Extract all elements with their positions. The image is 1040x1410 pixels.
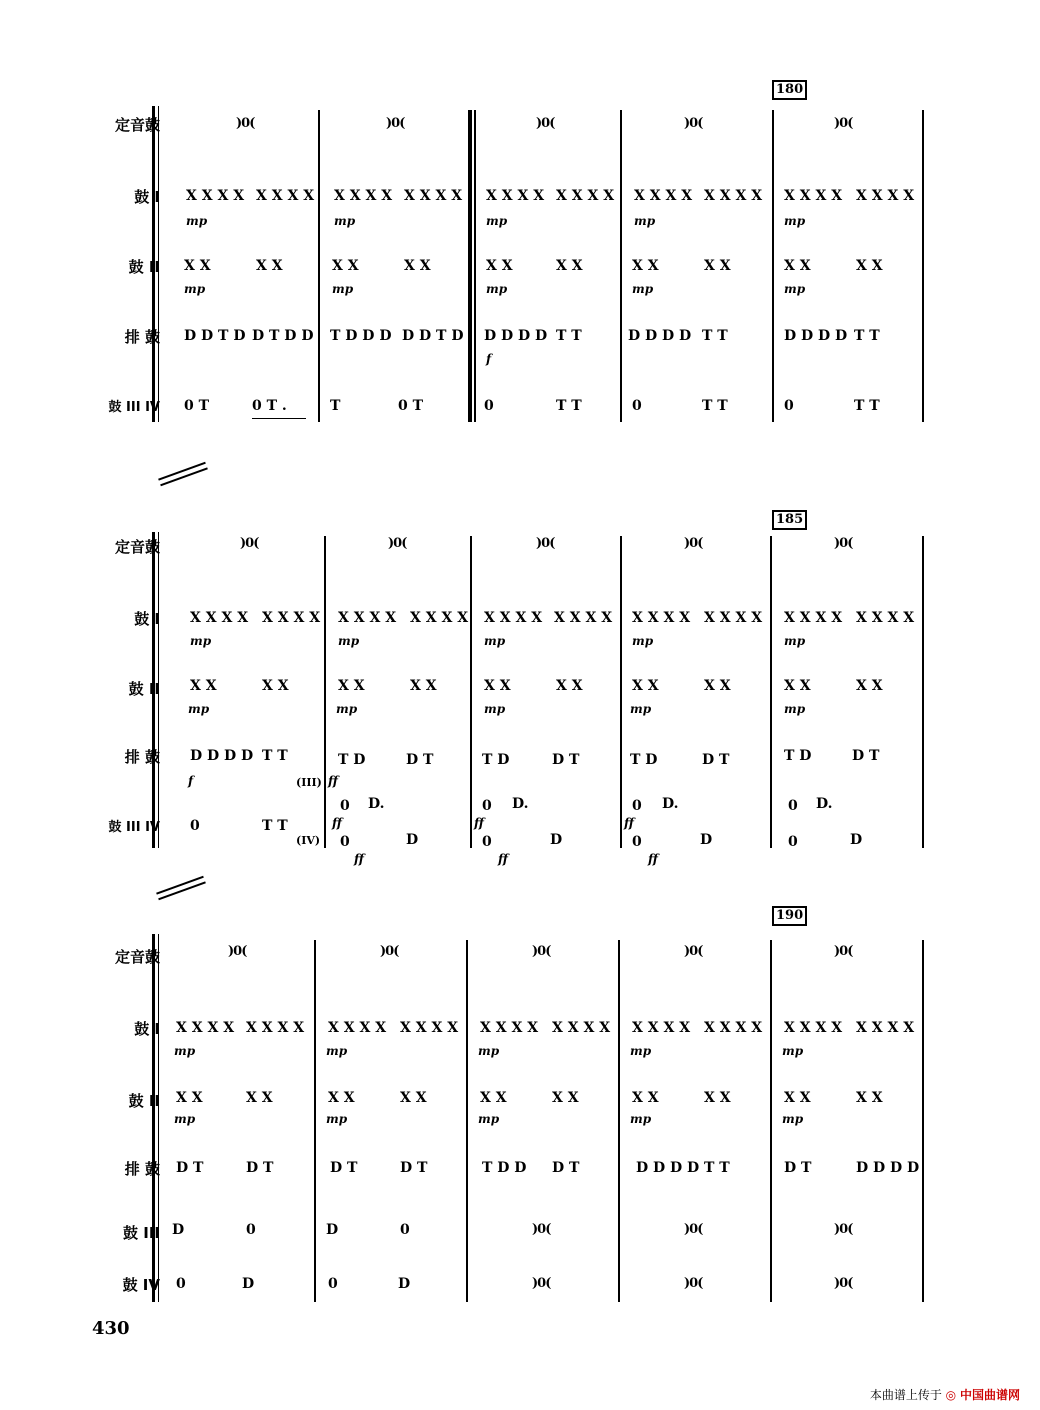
system-line xyxy=(158,934,159,1302)
drum1-notes: X X X X xyxy=(704,188,763,204)
timpani-rest: )0( xyxy=(684,944,703,959)
barline-end xyxy=(922,536,924,848)
drum34-notes: T T xyxy=(702,398,728,414)
part-label-3: (III) xyxy=(296,776,322,789)
timpani-rest: )0( xyxy=(240,536,259,551)
paigu-notes: D D D D xyxy=(190,748,254,764)
rehearsal-mark-190: 190 xyxy=(772,906,807,926)
drum2-notes: X X xyxy=(480,1090,507,1106)
dynamic-mp: mp xyxy=(188,702,210,716)
drum4-rest: )0( xyxy=(834,1276,853,1291)
paigu-notes: D T xyxy=(784,1160,812,1176)
footer xyxy=(870,1386,1020,1403)
paigu-notes: D T xyxy=(852,748,880,764)
paigu-notes: T D xyxy=(482,752,510,768)
drum2-notes: X X xyxy=(856,678,883,694)
dynamic-ff: ff xyxy=(624,816,634,830)
drum2-notes: X X xyxy=(184,258,211,274)
drum2-notes: X X xyxy=(856,258,883,274)
paigu-notes: T D D xyxy=(482,1160,527,1176)
paigu-notes: T T xyxy=(704,1160,730,1176)
drum1-notes: X X X X xyxy=(634,188,693,204)
paigu-notes: D T D D xyxy=(252,328,314,344)
barline xyxy=(470,536,472,848)
dynamic-mp: mp xyxy=(326,1044,348,1058)
drum4-notes: D xyxy=(398,1276,411,1292)
drum3-notes: D xyxy=(172,1222,185,1238)
drum2-notes: X X xyxy=(556,678,583,694)
drum1-notes: X X X X xyxy=(784,188,843,204)
drum2-notes: X X xyxy=(328,1090,355,1106)
dynamic-mp: mp xyxy=(338,634,360,648)
barline xyxy=(466,940,468,1302)
drum2-notes: X X xyxy=(552,1090,579,1106)
drum2-notes: X X xyxy=(400,1090,427,1106)
drum1-notes: X X X X xyxy=(190,610,249,626)
drum34-top-notes: D. xyxy=(816,796,833,812)
drum2-notes: X X xyxy=(784,1090,811,1106)
barline-end xyxy=(922,940,924,1302)
timpani-rest: )0( xyxy=(536,116,555,131)
dynamic-ff: ff xyxy=(328,774,338,788)
barline xyxy=(618,940,620,1302)
drum2-notes: X X xyxy=(332,258,359,274)
dynamic-f: f xyxy=(486,352,492,366)
label-drum-1: 鼓 I xyxy=(134,188,160,206)
rehearsal-mark-185: 185 xyxy=(772,510,807,530)
drum1-notes: X X X X xyxy=(410,610,469,626)
drum1-notes: X X X X xyxy=(704,610,763,626)
label-drum-2: 鼓 II xyxy=(128,258,160,276)
dynamic-ff: ff xyxy=(474,816,484,830)
drum1-notes: X X X X xyxy=(400,1020,459,1036)
drum3-notes: 0 xyxy=(246,1222,256,1238)
drum1-notes: X X X X xyxy=(784,1020,843,1036)
rehearsal-mark-180: 180 xyxy=(772,80,807,100)
label-drum-3-4: 鼓 III IV xyxy=(108,820,160,835)
paigu-notes: D D T D xyxy=(402,328,464,344)
paigu-notes: D T xyxy=(246,1160,274,1176)
dynamic-mp: mp xyxy=(784,634,806,648)
dynamic-mp: mp xyxy=(632,282,654,296)
paigu-notes: D T xyxy=(552,1160,580,1176)
dynamic-mp: mp xyxy=(486,214,508,228)
drum2-notes: X X xyxy=(556,258,583,274)
label-drum-2: 鼓 II xyxy=(128,680,160,698)
paigu-notes: D D T D xyxy=(184,328,246,344)
system-line xyxy=(158,106,159,422)
drum1-notes: X X X X xyxy=(338,610,397,626)
dynamic-mp: mp xyxy=(184,282,206,296)
paigu-notes: T T xyxy=(556,328,582,344)
paigu-notes: T D D D xyxy=(330,328,392,344)
paigu-notes: T T xyxy=(262,748,288,764)
timpani-rest: )0( xyxy=(228,944,247,959)
drum34-notes: 0 xyxy=(190,818,200,834)
drum34-notes: T T xyxy=(854,398,880,414)
paigu-notes: D D D D xyxy=(484,328,548,344)
paigu-notes: T T xyxy=(702,328,728,344)
barline xyxy=(620,536,622,848)
drum1-notes: X X X X xyxy=(556,188,615,204)
drum34-notes: 0 xyxy=(784,398,794,414)
drum34-notes: 0 T . xyxy=(252,398,287,414)
tie-line xyxy=(252,418,306,419)
drum2-notes: X X xyxy=(704,678,731,694)
drum34-notes: D xyxy=(406,832,419,848)
dynamic-mp: mp xyxy=(334,214,356,228)
drum2-notes: X X xyxy=(404,258,431,274)
drum4-rest: )0( xyxy=(684,1276,703,1291)
drum1-notes: X X X X xyxy=(334,188,393,204)
drum1-notes: X X X X xyxy=(784,610,843,626)
drum3-rest: )0( xyxy=(834,1222,853,1237)
dynamic-mp: mp xyxy=(630,1044,652,1058)
system-separator-icon xyxy=(158,462,208,487)
drum2-notes: X X xyxy=(632,1090,659,1106)
drum34-notes: 0 xyxy=(482,834,492,850)
label-drum-1: 鼓 I xyxy=(134,1020,160,1038)
barline xyxy=(772,110,774,422)
dynamic-mp: mp xyxy=(630,1112,652,1126)
drum2-notes: X X xyxy=(256,258,283,274)
drum3-notes: 0 xyxy=(400,1222,410,1238)
drum1-notes: X X X X xyxy=(856,610,915,626)
system-2 xyxy=(0,506,1040,866)
brand-logo-icon: ◎ xyxy=(945,1388,957,1402)
barline xyxy=(474,110,476,422)
barline xyxy=(318,110,320,422)
drum1-notes: X X X X xyxy=(486,188,545,204)
barline-end xyxy=(922,110,924,422)
drum34-notes: 0 xyxy=(632,834,642,850)
drum3-notes: D xyxy=(326,1222,339,1238)
label-timpani: 定音鼓 xyxy=(114,116,160,134)
drum34-notes: 0 xyxy=(484,398,494,414)
system-line xyxy=(158,532,159,848)
drum4-notes: 0 xyxy=(328,1276,338,1292)
drum1-notes: X X X X xyxy=(256,188,315,204)
drum34-top-notes: 0 xyxy=(340,798,350,814)
paigu-notes: T T xyxy=(854,328,880,344)
drum2-notes: X X xyxy=(410,678,437,694)
drum2-notes: X X xyxy=(484,678,511,694)
dynamic-mp: mp xyxy=(630,702,652,716)
dynamic-mp: mp xyxy=(174,1112,196,1126)
dynamic-mp: mp xyxy=(784,702,806,716)
drum1-notes: X X X X xyxy=(484,610,543,626)
paigu-notes: D D D D xyxy=(636,1160,700,1176)
dynamic-mp: mp xyxy=(336,702,358,716)
drum2-notes: X X xyxy=(262,678,289,694)
drum2-notes: X X xyxy=(784,678,811,694)
drum1-notes: X X X X xyxy=(704,1020,763,1036)
drum1-notes: X X X X xyxy=(246,1020,305,1036)
system-3 xyxy=(0,904,1040,1304)
drum34-top-notes: 0 xyxy=(788,798,798,814)
barline xyxy=(620,110,622,422)
drum1-notes: X X X X xyxy=(632,1020,691,1036)
drum34-notes: D xyxy=(550,832,563,848)
timpani-rest: )0( xyxy=(536,536,555,551)
drum1-notes: X X X X xyxy=(632,610,691,626)
drum4-rest: )0( xyxy=(532,1276,551,1291)
drum34-notes: 0 xyxy=(632,398,642,414)
timpani-rest: )0( xyxy=(684,536,703,551)
system-separator-icon xyxy=(156,876,206,901)
timpani-rest: )0( xyxy=(386,116,405,131)
dynamic-ff: ff xyxy=(354,852,364,866)
paigu-notes: D D D D xyxy=(784,328,848,344)
drum2-notes: X X xyxy=(632,678,659,694)
page-number: 430 xyxy=(92,1318,130,1339)
drum1-notes: X X X X xyxy=(262,610,321,626)
paigu-notes: D D D D xyxy=(628,328,692,344)
label-drum-3: 鼓 III xyxy=(123,1224,160,1242)
system-bracket xyxy=(152,934,155,1302)
drum2-notes: X X xyxy=(704,258,731,274)
timpani-rest: )0( xyxy=(834,944,853,959)
barline xyxy=(314,940,316,1302)
drum1-notes: X X X X xyxy=(404,188,463,204)
timpani-rest: )0( xyxy=(380,944,399,959)
drum2-notes: X X xyxy=(246,1090,273,1106)
dynamic-mp: mp xyxy=(484,702,506,716)
dynamic-mp: mp xyxy=(782,1044,804,1058)
drum2-notes: X X xyxy=(784,258,811,274)
timpani-rest: )0( xyxy=(532,944,551,959)
label-paigu: 排 鼓 xyxy=(124,1160,160,1178)
barline-thick xyxy=(468,110,472,422)
label-paigu: 排 鼓 xyxy=(124,748,160,766)
drum34-top-notes: D. xyxy=(368,796,385,812)
drum34-notes: 0 xyxy=(788,834,798,850)
drum1-notes: X X X X xyxy=(176,1020,235,1036)
dynamic-mp: mp xyxy=(782,1112,804,1126)
system-bracket xyxy=(152,106,155,422)
dynamic-mp: mp xyxy=(478,1044,500,1058)
system-1 xyxy=(0,80,1040,430)
drum1-notes: X X X X xyxy=(186,188,245,204)
drum1-notes: X X X X xyxy=(552,1020,611,1036)
label-drum-1: 鼓 I xyxy=(134,610,160,628)
barline xyxy=(324,536,326,848)
drum1-notes: X X X X xyxy=(328,1020,387,1036)
dynamic-mp: mp xyxy=(186,214,208,228)
dynamic-ff: ff xyxy=(332,816,342,830)
label-paigu: 排 鼓 xyxy=(124,328,160,346)
drum2-notes: X X xyxy=(704,1090,731,1106)
drum4-notes: D xyxy=(242,1276,255,1292)
dynamic-mp: mp xyxy=(478,1112,500,1126)
drum4-notes: 0 xyxy=(176,1276,186,1292)
dynamic-ff: ff xyxy=(498,852,508,866)
drum34-notes: D xyxy=(700,832,713,848)
paigu-notes: D T xyxy=(552,752,580,768)
dynamic-mp: mp xyxy=(634,214,656,228)
timpani-rest: )0( xyxy=(388,536,407,551)
drum1-notes: X X X X xyxy=(856,188,915,204)
timpani-rest: )0( xyxy=(834,116,853,131)
dynamic-mp: mp xyxy=(632,634,654,648)
drum34-notes: T xyxy=(330,398,341,414)
drum3-rest: )0( xyxy=(684,1222,703,1237)
paigu-notes: D T xyxy=(406,752,434,768)
drum1-notes: X X X X xyxy=(480,1020,539,1036)
drum2-notes: X X xyxy=(856,1090,883,1106)
paigu-notes: T D xyxy=(784,748,812,764)
timpani-rest: )0( xyxy=(684,116,703,131)
dynamic-mp: mp xyxy=(784,214,806,228)
drum2-notes: X X xyxy=(632,258,659,274)
dynamic-mp: mp xyxy=(486,282,508,296)
drum34-top-notes: 0 xyxy=(632,798,642,814)
paigu-notes: D T xyxy=(176,1160,204,1176)
label-drum-2: 鼓 II xyxy=(128,1092,160,1110)
paigu-notes: D T xyxy=(330,1160,358,1176)
footer-text: 本曲谱上传于 xyxy=(869,1388,942,1402)
dynamic-mp: mp xyxy=(484,634,506,648)
drum2-notes: X X xyxy=(190,678,217,694)
dynamic-mp: mp xyxy=(174,1044,196,1058)
timpani-rest: )0( xyxy=(834,536,853,551)
drum34-top-notes: 0 xyxy=(482,798,492,814)
label-timpani: 定音鼓 xyxy=(114,948,160,966)
paigu-notes: T D xyxy=(338,752,366,768)
dynamic-mp: mp xyxy=(784,282,806,296)
label-timpani: 定音鼓 xyxy=(114,538,160,556)
dynamic-f: f xyxy=(188,774,194,788)
drum3-rest: )0( xyxy=(532,1222,551,1237)
drum34-notes: 0 T xyxy=(184,398,210,414)
barline xyxy=(770,536,772,848)
timpani-rest: )0( xyxy=(236,116,255,131)
dynamic-ff: ff xyxy=(648,852,658,866)
part-label-4: (IV) xyxy=(296,834,321,847)
drum2-notes: X X xyxy=(486,258,513,274)
drum34-top-notes: D. xyxy=(512,796,529,812)
paigu-notes: D D D D xyxy=(856,1160,920,1176)
dynamic-mp: mp xyxy=(190,634,212,648)
drum34-notes: D xyxy=(850,832,863,848)
label-drum-4: 鼓 IV xyxy=(122,1276,160,1294)
barline xyxy=(770,940,772,1302)
system-bracket xyxy=(152,532,155,848)
drum34-notes: T T xyxy=(262,818,288,834)
dynamic-mp: mp xyxy=(326,1112,348,1126)
footer-brand[interactable]: 中国曲谱网 xyxy=(959,1388,1020,1402)
drum34-notes: 0 xyxy=(340,834,350,850)
label-drum-3-4: 鼓 III IV xyxy=(108,400,160,415)
paigu-notes: D T xyxy=(400,1160,428,1176)
drum2-notes: X X xyxy=(338,678,365,694)
drum34-notes: T T xyxy=(556,398,582,414)
paigu-notes: D T xyxy=(702,752,730,768)
drum34-notes: 0 T xyxy=(398,398,424,414)
drum34-top-notes: D. xyxy=(662,796,679,812)
drum2-notes: X X xyxy=(176,1090,203,1106)
dynamic-mp: mp xyxy=(332,282,354,296)
drum1-notes: X X X X xyxy=(554,610,613,626)
drum1-notes: X X X X xyxy=(856,1020,915,1036)
paigu-notes: T D xyxy=(630,752,658,768)
